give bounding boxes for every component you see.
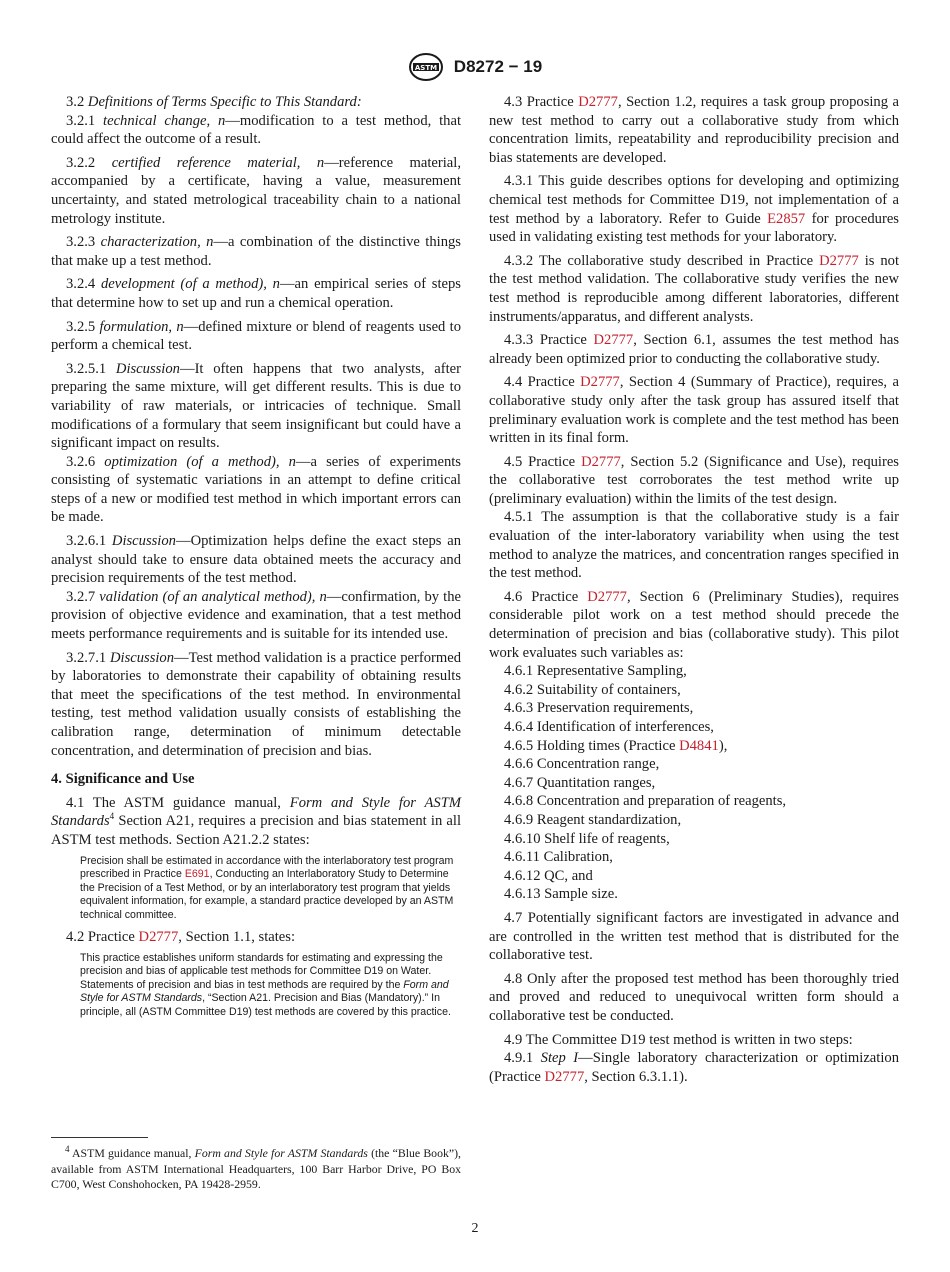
ref-link[interactable]: D4841 [679, 737, 719, 754]
list-item: 4.6.13 Sample size. [504, 886, 618, 903]
para-4-8: 4.8 Only after the proposed test method has been thoroughly tried and proved and reduced to unequivocal written form should a collaborative test be conducted. [489, 970, 899, 1024]
ref-link[interactable]: D2777 [819, 252, 859, 269]
list-item: 4.6.3 Preservation requirements, [504, 700, 694, 717]
para-4-3-3: 4.3.3 Practice D2777, Section 6.1, assumes the test method has already been optimized prior to conducting the collaborative study. [489, 332, 899, 367]
list-item: 4.6.10 Shelf life of reagents, [504, 830, 670, 847]
list-item: 4.6.11 Calibration, [504, 849, 613, 866]
def-3-2-1: 3.2.1 technical change, n—modification to a test method, that could affect the outcome of a result. [51, 112, 462, 148]
para-4-5: 4.5 Practice D2777, Section 5.2 (Significance and Use), requires the collaborative test corroborates the test method write up (preliminary evaluation) within the limits of the test design. [489, 453, 899, 507]
para-4-9-1: 4.9.1 Step I—Single laboratory characterization or optimization (Practice D2777, Section 6.3.1.1). [489, 1050, 899, 1085]
discussion-3-2-5-1: 3.2.5.1 Discussion—It often happens that two analysts, after preparing the same mixture, will get different results. This is due to variability of raw materials, or intricacies of technique. Small modifications of a formulary that seem insignificant but could have a significant impact on results. [51, 360, 461, 452]
astm-logo-icon [408, 52, 444, 82]
ref-link[interactable]: D2777 [593, 332, 634, 349]
page-header [0, 52, 950, 82]
ref-link[interactable]: D2777 [578, 94, 618, 110]
svg-text:ASTM: ASTM [414, 64, 437, 72]
para-4-6: 4.6 Practice D2777, Section 6 (Preliminary Studies), requires considerable pilot work on a test method should precede the determination of precision and bias (collaborative study). This pilot work evaluates such variables as: [489, 588, 899, 661]
footnote: $^4$ ASTM guidance manual, Form and Style for ASTM Standards (the “Blue Book”), available from ASTM International Headquarters, 100 Barr Harbor Drive, PO Box C700, West Conshohocken, PA 19428-2959. [51, 1144, 461, 1191]
def-3-2-3: 3.2.3 characterization, n—a combination of the distinctive things that make up a test method. [51, 234, 461, 269]
list-item: 4.6.4 Identification of interferences, [504, 719, 714, 735]
ref-link[interactable]: D2777 [587, 588, 627, 605]
para-4-3-1: 4.3.1 This guide describes options for developing and optimizing chemical test methods for Committee D19, not implementation of a test method by a laboratory. Refer to Guide E2857 for procedures used in validating existing test methods for your laboratory. [489, 173, 899, 246]
ref-link[interactable]: E691 [184, 868, 210, 881]
def-3-2-6: 3.2.6 optimization (of a method), n—a series of experiments consisting of systematic variations in an attempt to define critical steps of a new or modified test method in which important errors can be made. [51, 453, 461, 526]
quote-a21: Precision shall be estimated in accordance with the interlaboratory test program prescribed in Practice E691, Conducting an Interlaboratory Study to Determine the Precision of a Test Method, or by an interlaboratory test program that yields equivalent information, for example, a standard practice developed by an ASTM technical committee. [80, 854, 454, 921]
para-4-1: 4.1 The ASTM guidance manual, Form and Style for ASTM Standards$^4$ Section A21, requires a precision and bias statement in all ASTM test methods. Section A21.2.2 states: [51, 794, 461, 848]
list-item: 4.6.9 Reagent standardization, [504, 811, 682, 828]
discussion-3-2-7-1: 3.2.7.1 Discussion—Test method validation is a practice performed by laboratories to demonstrate their capability of obtaining results that meet the specifications of the test method. In environmental testing, test method validation usually consists of establishing the calibration range, determination of minimum detectable concentration, and determination of precision and bias. [51, 649, 461, 759]
section-3-2: 3.2 Definitions of Terms Specific to This Standard: [66, 94, 362, 110]
document-code: D8272 − 19 [453, 57, 543, 76]
def-3-2-5: 3.2.5 formulation, n—defined mixture or blend of reagents used to perform a chemical test. [51, 318, 461, 354]
right-column [489, 93, 899, 1086]
ref-link[interactable]: D2777 [544, 1068, 585, 1085]
list-item: 4.6.12 QC, and [504, 867, 593, 884]
quote-d2777: This practice establishes uniform standards for estimating and expressing the precision and bias of applicable test methods for Committee D19 on Water. Statements of precision and bias in test methods are required by the Form and Style for ASTM Standards, “Section A21. Precision and Bias (Mandatory).” In principle, all (ASTM Committee D19) test methods are covered by this practice. [80, 951, 451, 1018]
page-number: 2 [471, 1221, 479, 1236]
def-3-2-4: 3.2.4 development (of a method), n—an empirical series of steps that determine how to set up and run a chemical operation. [51, 276, 461, 311]
list-item: 4.6.6 Concentration range, [504, 756, 660, 773]
discussion-3-2-6-1: 3.2.6.1 Discussion—Optimization helps define the exact steps an analyst should take to ensure data obtained meets the accuracy and precision requirements of the test method. [51, 533, 461, 587]
para-4-3-2: 4.3.2 The collaborative study described in Practice D2777 is not the test method validation. The collaborative study verifies the new test method is reproducible among different laboratories, different instruments/apparatus, and different analysts. [489, 252, 900, 325]
list-item: 4.6.5 Holding times (Practice D4841), [504, 737, 728, 754]
list-item: 4.6.7 Quantitation ranges, [504, 774, 656, 791]
para-4-2: 4.2 Practice D2777, Section 1.1, states: [66, 929, 296, 946]
para-4-3: 4.3 Practice D2777, Section 1.2, requires a task group proposing a new test method to carry out a collaborative study from which concentration limits, repeatability and reproducibility precision and bias statements are developed. [489, 94, 899, 166]
section-4-heading: 4. Significance and Use [51, 771, 195, 788]
list-item: 4.6.1 Representative Sampling, [504, 663, 687, 680]
para-4-9: 4.9 The Committee D19 test method is written in two steps: [504, 1031, 853, 1048]
list-item: 4.6.2 Suitability of containers, [504, 681, 681, 698]
footnote-divider [51, 1137, 148, 1138]
def-3-2-7: 3.2.7 validation (of an analytical method), n—confirmation, by the provision of objective evidence and examination, that a test method meets performance requirements and is suitable for its intended use. [51, 588, 461, 643]
left-column [51, 93, 461, 1025]
ref-link[interactable]: D2777 [580, 374, 620, 391]
ref-link[interactable]: E2857 [767, 210, 806, 227]
def-3-2-2: 3.2.2 certified reference material, n—reference material, accompanied by a certificate, having a value, measurement uncertainty, and stated metrological traceability chain to a national metrology institute. [51, 154, 461, 227]
para-4-4: 4.4 Practice D2777, Section 4 (Summary of Practice), requires, a collaborative study only after the task group has assured itself that preliminary evaluation work is complete and the test method has been written in its final form. [489, 374, 899, 447]
para-4-5-1: 4.5.1 The assumption is that the collaborative study is a fair evaluation of the inter-laboratory variability when using the test method to analyze the matrices, and concentration ranges specified in the test method. [489, 509, 899, 582]
para-4-7: 4.7 Potentially significant factors are investigated in advance and are controlled in the written test method that is distributed for the collaborative test. [489, 909, 899, 964]
list-item: 4.6.8 Concentration and preparation of reagents, [504, 793, 787, 810]
ref-link[interactable]: D2777 [581, 453, 621, 470]
ref-link[interactable]: D2777 [138, 929, 179, 946]
